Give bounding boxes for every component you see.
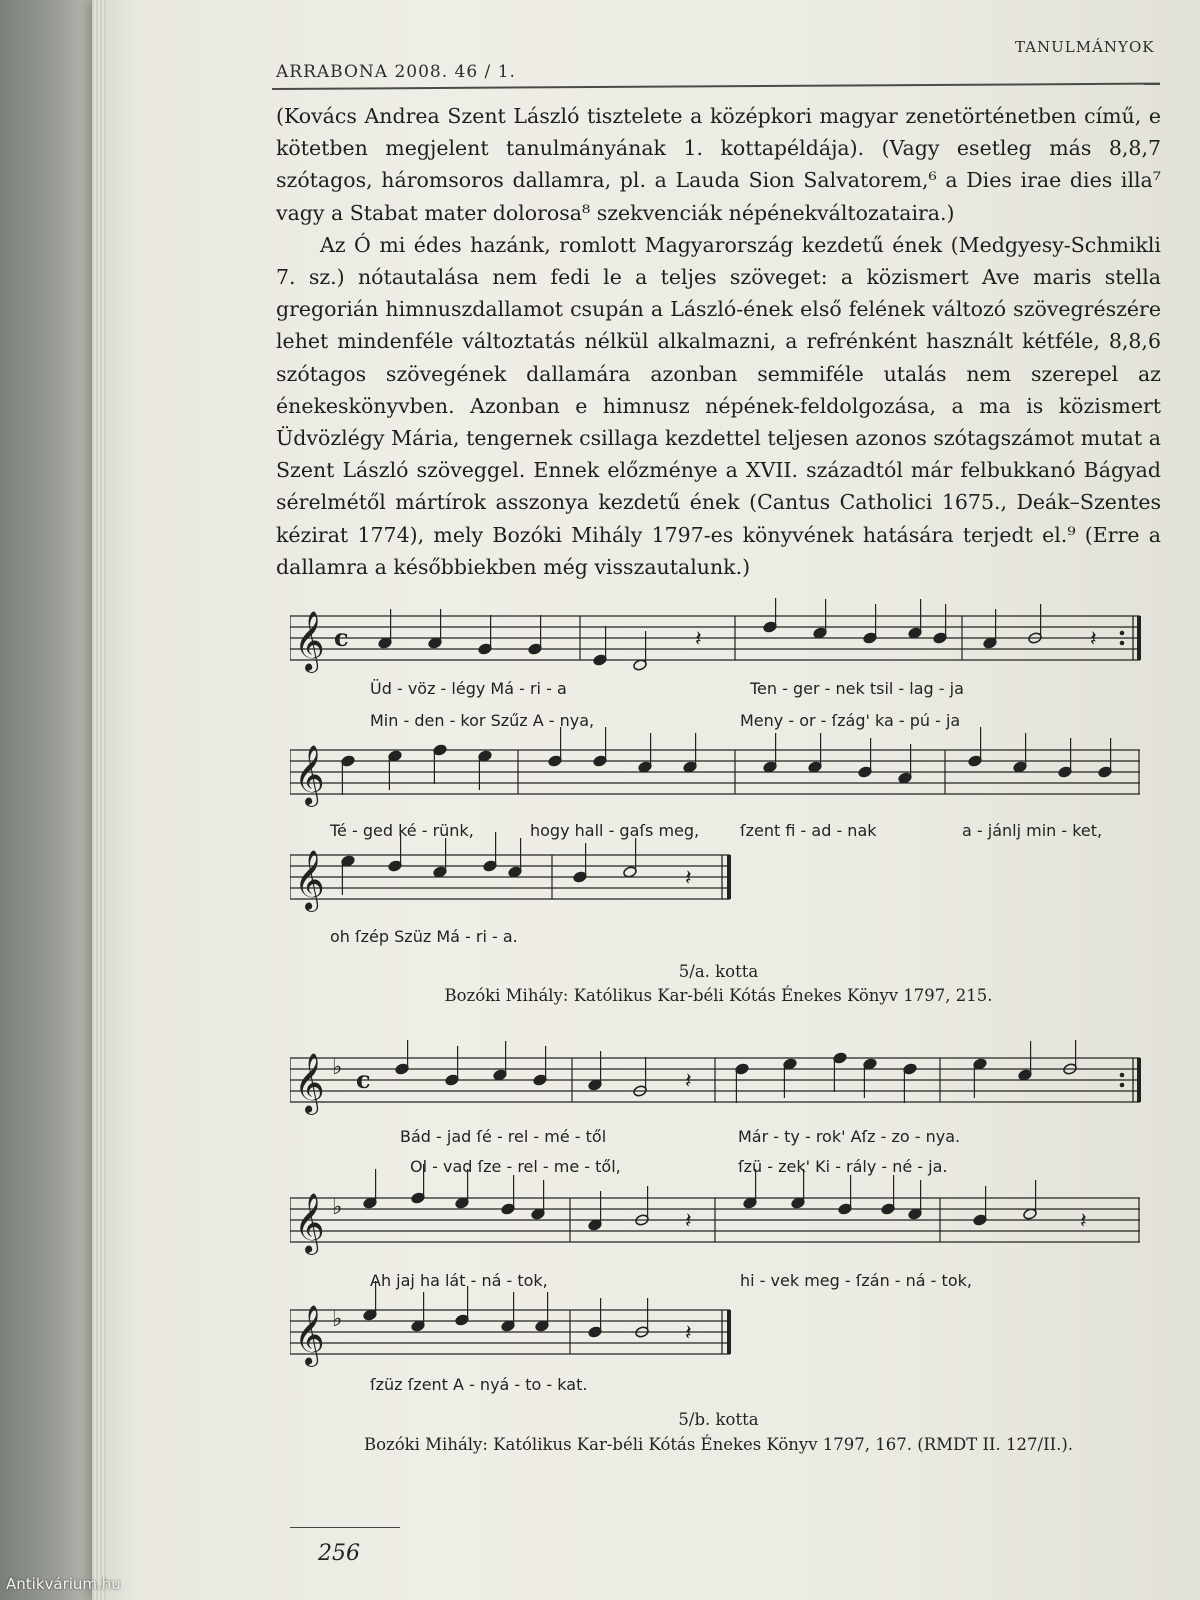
treble-clef-icon: 𝄞 — [294, 1053, 325, 1113]
treble-clef-icon: 𝄞 — [294, 1305, 325, 1365]
watermark: Antikvárium.hu — [6, 1575, 121, 1593]
flat-icon: ♭ — [332, 1195, 343, 1220]
lyrics-a3-3: ſzent fi - ad - nak — [740, 821, 877, 840]
lyrics-b4: ſzüz ſzent A - nyá - to - kat. — [370, 1375, 588, 1394]
score-b — [290, 1040, 1160, 1410]
page-edge — [92, 0, 106, 1600]
treble-clef-icon: 𝄞 — [294, 1193, 325, 1253]
common-time-icon: c — [356, 1065, 371, 1094]
staff-a1 — [290, 616, 1140, 660]
section-header: TANULMÁNYOK — [1015, 38, 1155, 56]
desk-background — [0, 0, 95, 1600]
caption-b-number: 5/b. kotta — [678, 1410, 759, 1429]
flat-icon: ♭ — [332, 1055, 343, 1080]
lyrics-b3-left: Ah jaj ha lát - ná - tok, — [370, 1271, 548, 1290]
quarter-rest-icon: 𝄽 — [695, 627, 702, 652]
score-a — [290, 598, 1160, 978]
quarter-rest-icon: 𝄽 — [685, 1321, 692, 1346]
body-text — [276, 100, 1161, 583]
paragraph-2: Az Ó mi édes hazánk, romlott Magyarország kezdetű ének (Medgyesy-Schmikli 7. sz.) nótautalása nem fedi le a teljes szöveget: a közismert Ave maris stella gregorián himnuszdallamot csupán a László-ének első felének változó szövegrészére lehet mindenféle változtatás nélkül alkalmazni, a refrénként használt kétféle, 8,8,6 szótagos szövegének dallamára azonban semmiféle utalás nem szerepel az énekeskönyvben. Azonban e himnusz népének-feldolgozása, a ma is közismert Üdvözlégy Mária, tengernek csillaga kezdettel teljesen azonos szótagszámot mutat a Szent László szöveggel. Ennek előzménye a XVII. századtól már felbukkanó Bágyad sérelmétől mártírok asszonya kezdetű ének (Cantus Catholici 1675., Deák–Szentes kézirat 1774), mely Bozóki Mihály 1797-es könyvének hatására terjedt el.⁹ (Erre a dallamra a későbbiekben még visszautalunk.) — [276, 232, 1161, 579]
lyrics-b2-left: Ol - vad ſze - rel - me - től, — [410, 1157, 621, 1176]
footnote-rule — [290, 1527, 400, 1528]
lyrics-a2-right: Meny - or - ſzág' ka - pú - ja — [740, 711, 961, 730]
quarter-rest-icon: 𝄽 — [685, 1069, 692, 1094]
treble-clef-icon: 𝄞 — [294, 745, 325, 805]
lyrics-b2-right: ſzü - zek' Ki - rály - né - ja. — [738, 1157, 948, 1176]
lyrics-a2-left: Min - den - kor Szűz A - nya, — [370, 711, 595, 730]
staff-a2 — [290, 750, 1140, 794]
lyrics-a1-right: Ten - ger - nek tsil - lag - ja — [750, 679, 964, 698]
lyrics-b1-right: Már - ty - rok' Aſz - zo - nya. — [738, 1127, 961, 1146]
paragraph-1: (Kovács Andrea Szent László tisztelete a középkori magyar zenetörténetben című, e kötetben megjelent tanulmányának 1. kottapéldája). (Vagy esetleg más 8,8,7 szótagos, háromsoros dallamra, pl. a Lauda Sion Salvatorem,⁶ a Dies irae dies illa⁷ vagy a Stabat mater dolorosa⁸ szekvenciák népénekváltozataira.) — [276, 104, 1161, 225]
caption-a-number: 5/a. kotta — [678, 962, 759, 981]
page-number: 256 — [318, 1541, 360, 1566]
treble-clef-icon: 𝄞 — [294, 850, 325, 910]
caption-b-source: Bozóki Mihály: Katólikus Kar-béli Kótás Énekes Könyv 1797, 167. (RMDT II. 127/II.). — [363, 1435, 1074, 1454]
lyrics-b1-left: Bád - jad ſé - rel - mé - től — [400, 1127, 607, 1146]
quarter-rest-icon: 𝄽 — [1080, 1209, 1087, 1234]
lyrics-a1-left: Üd - vöz - légy Má - ri - a — [370, 679, 567, 698]
staff-b3 — [290, 1310, 730, 1354]
lyrics-a3-4: a - jánlj min - ket, — [962, 821, 1103, 840]
quarter-rest-icon: 𝄽 — [685, 1209, 692, 1234]
lyrics-a3-2: hogy hall - gaſs meg, — [530, 821, 700, 840]
flat-icon: ♭ — [332, 1307, 343, 1332]
lyrics-a4: oh ſzép Szüz Má - ri - a. — [330, 927, 518, 946]
quarter-rest-icon: 𝄽 — [1090, 627, 1097, 652]
quarter-rest-icon: 𝄽 — [685, 866, 692, 891]
caption-a-source: Bozóki Mihály: Katólikus Kar-béli Kótás Énekes Könyv 1797, 215. — [444, 986, 993, 1005]
journal-header: ARRABONA 2008. 46 / 1. — [276, 62, 516, 82]
staff-a3 — [290, 855, 730, 899]
common-time-icon: c — [334, 623, 349, 652]
treble-clef-icon: 𝄞 — [294, 611, 325, 671]
lyrics-a3-1: Té - ged ké - rünk, — [330, 821, 474, 840]
lyrics-b3-right: hi - vek meg - ſzán - ná - tok, — [740, 1271, 972, 1290]
